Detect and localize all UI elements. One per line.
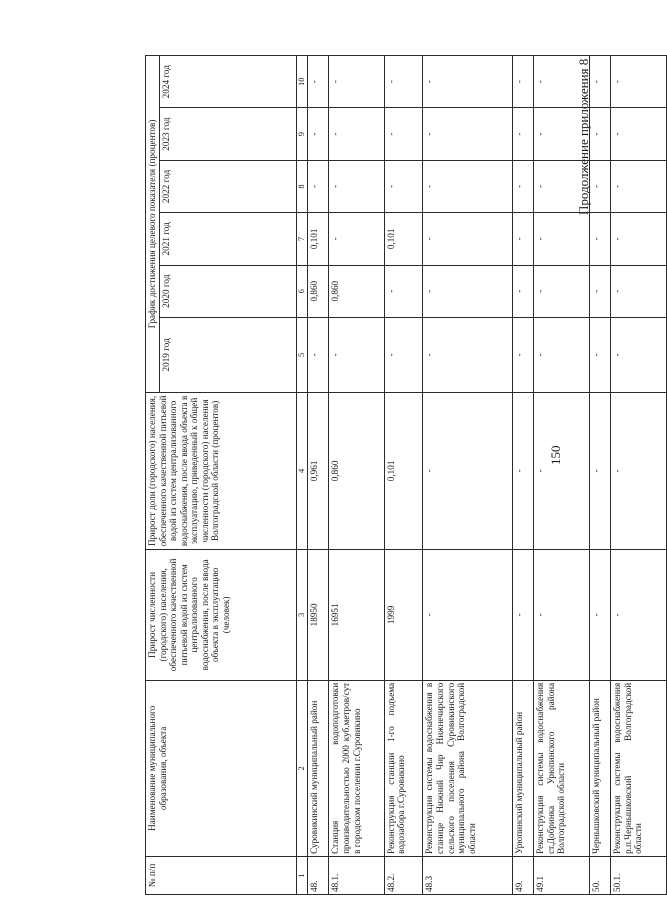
row-2019: - — [329, 317, 384, 392]
row-2019: - — [534, 317, 589, 392]
row-2024: - — [384, 56, 423, 108]
row-number: 50. — [589, 856, 611, 894]
row-2022: - — [512, 160, 534, 212]
row-share-growth: 0,860 — [329, 392, 384, 549]
row-2023: - — [589, 108, 611, 160]
column-number: 7 — [297, 213, 308, 265]
column-number: 5 — [297, 317, 308, 392]
row-2022: - — [534, 160, 589, 212]
row-2019: - — [423, 317, 512, 392]
row-2020: - — [384, 265, 423, 317]
row-name: Чернышковский муниципальный район — [589, 680, 611, 856]
row-2024: - — [534, 56, 589, 108]
column-number: 8 — [297, 160, 308, 212]
row-number: 48.1. — [329, 856, 384, 894]
row-share-growth: - — [423, 392, 512, 549]
row-number: 48.2. — [384, 856, 423, 894]
column-number: 6 — [297, 265, 308, 317]
row-share-growth: 0,961 — [307, 392, 329, 549]
row-2023: - — [512, 108, 534, 160]
row-number: 49. — [512, 856, 534, 894]
header-pop-growth: Прирост численности (городского) населения, обеспеченного качественной питьевой водой из систем централизованного водоснабжения, после ввода объекта в эксплуатацию (человек) — [146, 549, 297, 680]
row-number: 50.1. — [611, 856, 667, 894]
row-2020: - — [589, 265, 611, 317]
column-number: 2 — [297, 680, 308, 856]
table-row — [384, 56, 423, 895]
row-name: Суровикинский муниципальный район — [307, 680, 329, 856]
row-2022: - — [329, 160, 384, 212]
column-number: 1 — [297, 856, 308, 894]
row-number: 48.3 — [423, 856, 512, 894]
row-2020: - — [423, 265, 512, 317]
row-2022: - — [423, 160, 512, 212]
row-number: 49.1 — [534, 856, 589, 894]
header-schedule: График достижения целевого показателя (процентов) — [146, 56, 160, 393]
row-2020: 0,860 — [329, 265, 384, 317]
table-row — [534, 56, 589, 895]
row-2019: - — [307, 317, 329, 392]
row-2021: 0,101 — [384, 213, 423, 265]
row-2020: - — [611, 265, 667, 317]
data-table — [145, 55, 667, 895]
column-number: 10 — [297, 56, 308, 108]
header-num: № п/п — [146, 856, 297, 894]
header-year: 2022 год — [159, 160, 296, 212]
row-2020: - — [512, 265, 534, 317]
column-number: 9 — [297, 108, 308, 160]
table-row — [611, 56, 667, 895]
header-share-growth: Прирост доли (городского) населения, обеспеченного качественной питьевой водой из систем централизованного водоснабжения, после ввода объекта в эксплуатацию, приведенный к общей численности (городского) населения Волгоградской области (процентов) — [146, 392, 297, 549]
row-2022: - — [307, 160, 329, 212]
row-2021: - — [589, 213, 611, 265]
row-number: 48. — [307, 856, 329, 894]
row-name: Реконструкция системы водоснабжения р.п.Чернышковский Волгоградской области — [611, 680, 667, 856]
row-2023: - — [329, 108, 384, 160]
row-2021: - — [534, 213, 589, 265]
row-2023: - — [534, 108, 589, 160]
table-row — [329, 56, 384, 895]
row-2023: - — [423, 108, 512, 160]
row-2024: - — [329, 56, 384, 108]
row-2019: - — [384, 317, 423, 392]
row-2021: 0,101 — [307, 213, 329, 265]
row-pop-growth: - — [611, 549, 667, 680]
row-pop-growth: - — [512, 549, 534, 680]
row-2023: - — [384, 108, 423, 160]
row-2020: - — [534, 265, 589, 317]
table-row — [589, 56, 611, 895]
header-year: 2019 год — [159, 317, 296, 392]
row-pop-growth: 16951 — [329, 549, 384, 680]
row-share-growth: - — [611, 392, 667, 549]
row-name: Урюпинский муниципальный район — [512, 680, 534, 856]
row-share-growth: 0,101 — [384, 392, 423, 549]
row-2019: - — [512, 317, 534, 392]
continuation-title: Продолжение приложения 8 — [576, 58, 591, 215]
row-2021: - — [512, 213, 534, 265]
table-row — [423, 56, 512, 895]
row-2023: - — [611, 108, 667, 160]
row-share-growth: - — [589, 392, 611, 549]
row-2019: - — [589, 317, 611, 392]
row-pop-growth: 1999 — [384, 549, 423, 680]
row-2019: - — [611, 317, 667, 392]
row-name: Станция водоподготовки производительностью 2000 куб.метров/сут в городском поселении г.Суровикино — [329, 680, 384, 856]
row-2024: - — [307, 56, 329, 108]
row-2022: - — [589, 160, 611, 212]
table-row — [307, 56, 329, 895]
row-pop-growth: - — [589, 549, 611, 680]
header-year: 2024 год — [159, 56, 296, 108]
row-pop-growth: - — [534, 549, 589, 680]
row-name: Реконструкция системы водоснабжения в станице Нижний Чир Нижнечирского сельского поселения Суровикинского муниципального района Волгоградской области — [423, 680, 512, 856]
row-2024: - — [423, 56, 512, 108]
header-year: 2021 год — [159, 213, 296, 265]
row-2022: - — [611, 160, 667, 212]
header-year: 2023 год — [159, 108, 296, 160]
row-name: Реконструкция станции 1-го подъема водозабора г.Суровикино — [384, 680, 423, 856]
row-share-growth: - — [534, 392, 589, 549]
row-2022: - — [384, 160, 423, 212]
row-pop-growth: - — [423, 549, 512, 680]
row-2024: - — [589, 56, 611, 108]
page-number: 150 — [548, 445, 563, 465]
row-pop-growth: 18950 — [307, 549, 329, 680]
row-2021: - — [329, 213, 384, 265]
header-name: Наименование муниципального образования, объекта — [146, 680, 297, 856]
table-row — [512, 56, 534, 895]
row-2021: - — [423, 213, 512, 265]
column-number-row — [297, 56, 308, 895]
column-number: 3 — [297, 549, 308, 680]
row-2021: - — [611, 213, 667, 265]
row-2024: - — [611, 56, 667, 108]
column-number: 4 — [297, 392, 308, 549]
row-2023: - — [307, 108, 329, 160]
header-year: 2020 год — [159, 265, 296, 317]
row-name: Реконструкция системы водоснабжения ст.Добринка Урюпинского района Волгоградской области — [534, 680, 589, 856]
row-2020: 0,860 — [307, 265, 329, 317]
row-2024: - — [512, 56, 534, 108]
row-share-growth: - — [512, 392, 534, 549]
